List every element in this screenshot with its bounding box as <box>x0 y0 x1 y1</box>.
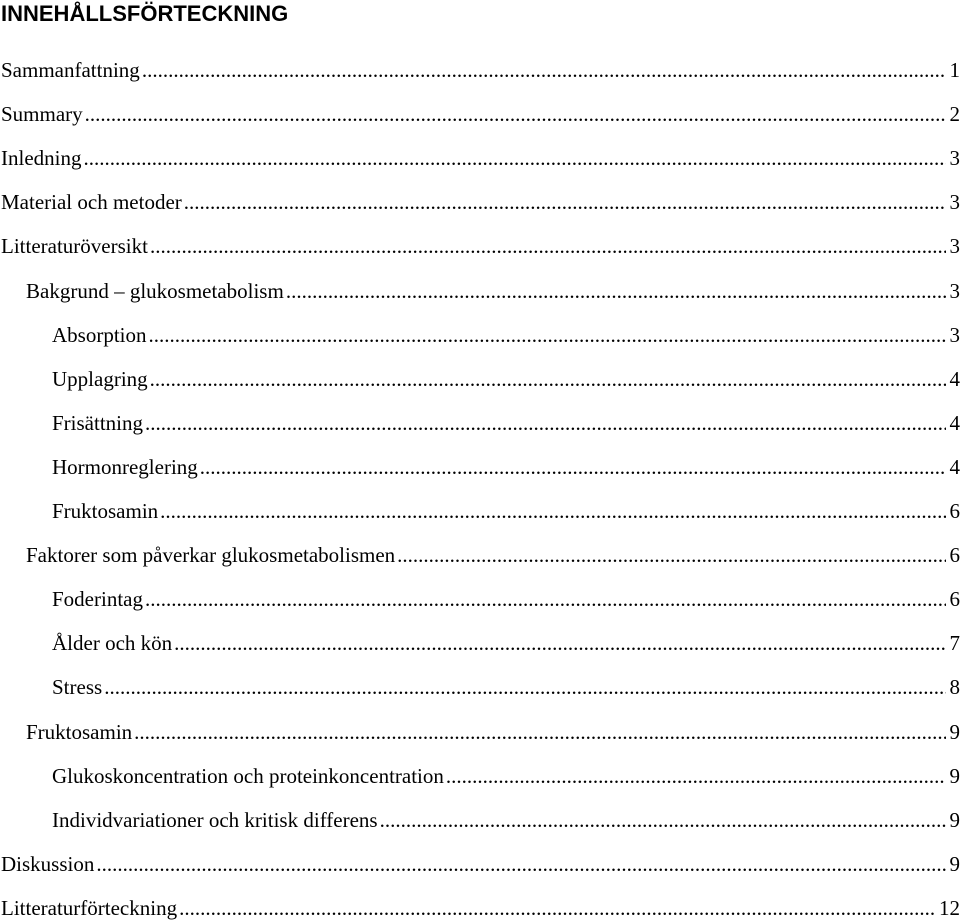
toc-entry-page-number: 3 <box>949 279 960 303</box>
toc-entry[interactable] <box>52 409 960 437</box>
toc-entry[interactable] <box>1 188 960 216</box>
toc-entry-label: Inledning <box>1 146 82 170</box>
toc-entry-page-number: 9 <box>949 720 960 744</box>
toc-entry-page-number: 2 <box>949 102 960 126</box>
toc-entry-label: Foderintag <box>52 587 143 611</box>
dot-leader <box>150 365 946 393</box>
dot-leader <box>150 232 946 260</box>
toc-entry[interactable] <box>52 585 960 613</box>
toc-entry-page-number: 1 <box>949 58 960 82</box>
toc-entry-label: Stress <box>52 675 103 699</box>
toc-entry[interactable] <box>52 673 960 701</box>
dot-leader <box>145 585 946 613</box>
toc-entry[interactable] <box>1 56 960 84</box>
dot-leader <box>174 629 945 657</box>
toc-entry-page-number: 3 <box>949 146 960 170</box>
dot-leader <box>380 806 946 834</box>
toc-entry[interactable] <box>52 497 960 525</box>
dot-leader <box>397 541 945 569</box>
dot-leader <box>104 673 945 701</box>
dot-leader <box>149 321 946 349</box>
toc-entry-page-number: 3 <box>949 234 960 258</box>
toc-entry-label: Litteraturöversikt <box>1 234 148 258</box>
page-title: INNEHÅLLSFÖRTECKNING <box>1 1 289 26</box>
toc-entry-page-number: 4 <box>949 411 960 435</box>
toc-entry-label: Bakgrund – glukosmetabolism <box>26 279 284 303</box>
toc-entry-label: Hormonreglering <box>52 455 198 479</box>
toc-entry-page-number: 9 <box>949 852 960 876</box>
dot-leader <box>446 762 946 790</box>
toc-entry-label: Fruktosamin <box>26 720 133 744</box>
dot-leader <box>96 850 945 878</box>
toc-entry[interactable] <box>26 541 960 569</box>
toc-entry-page-number: 12 <box>939 896 960 920</box>
toc-entry[interactable] <box>52 453 960 481</box>
toc-entry-page-number: 3 <box>949 323 960 347</box>
toc-entry[interactable] <box>1 850 960 878</box>
toc-entry-label: Fruktosamin <box>52 499 159 523</box>
toc-entry-label: Litteraturförteckning <box>1 896 178 920</box>
dot-leader <box>286 277 946 305</box>
toc-entry-page-number: 7 <box>949 631 960 655</box>
dot-leader <box>85 100 946 128</box>
toc-entry-label: Faktorer som påverkar glukosmetabolismen <box>26 543 396 567</box>
toc-entry[interactable] <box>1 100 960 128</box>
toc-entry[interactable] <box>1 894 960 922</box>
toc-entry-label: Material och metoder <box>1 190 182 214</box>
toc-entry[interactable] <box>1 144 960 172</box>
toc-entry-label: Absorption <box>52 323 147 347</box>
toc-entry-page-number: 9 <box>949 764 960 788</box>
toc-entry-label: Ålder och kön <box>52 631 173 655</box>
toc-entry[interactable] <box>52 762 960 790</box>
toc-entry-label: Diskussion <box>1 852 95 876</box>
toc-entry-page-number: 6 <box>949 587 960 611</box>
toc-entry-page-number: 6 <box>949 543 960 567</box>
dot-leader <box>200 453 946 481</box>
toc-entry-label: Summary <box>1 102 83 126</box>
toc-entry-page-number: 3 <box>949 190 960 214</box>
toc-entry[interactable] <box>26 718 960 746</box>
dot-leader <box>160 497 945 525</box>
toc-entry-page-number: 8 <box>949 675 960 699</box>
dot-leader <box>184 188 946 216</box>
toc-entry-label: Sammanfattning <box>1 58 140 82</box>
toc-entry-label: Individvariationer och kritisk differens <box>52 808 378 832</box>
toc-entry[interactable] <box>52 365 960 393</box>
toc-entry-label: Frisättning <box>52 411 144 435</box>
toc-entry-label: Glukoskoncentration och proteinkoncentration <box>52 764 444 788</box>
toc-entry-page-number: 4 <box>949 367 960 391</box>
toc-entry[interactable] <box>1 232 960 260</box>
toc-entry-page-number: 9 <box>949 808 960 832</box>
dot-leader <box>134 718 945 746</box>
dot-leader <box>179 894 935 922</box>
toc-entry[interactable] <box>52 321 960 349</box>
dot-leader <box>142 56 946 84</box>
toc-entry[interactable] <box>52 806 960 834</box>
dot-leader <box>145 409 945 437</box>
dot-leader <box>83 144 945 172</box>
toc-entry[interactable] <box>52 629 960 657</box>
toc-entry-page-number: 4 <box>949 455 960 479</box>
toc-entry[interactable] <box>26 277 960 305</box>
toc-entry-label: Upplagring <box>52 367 148 391</box>
toc-entry-page-number: 6 <box>949 499 960 523</box>
